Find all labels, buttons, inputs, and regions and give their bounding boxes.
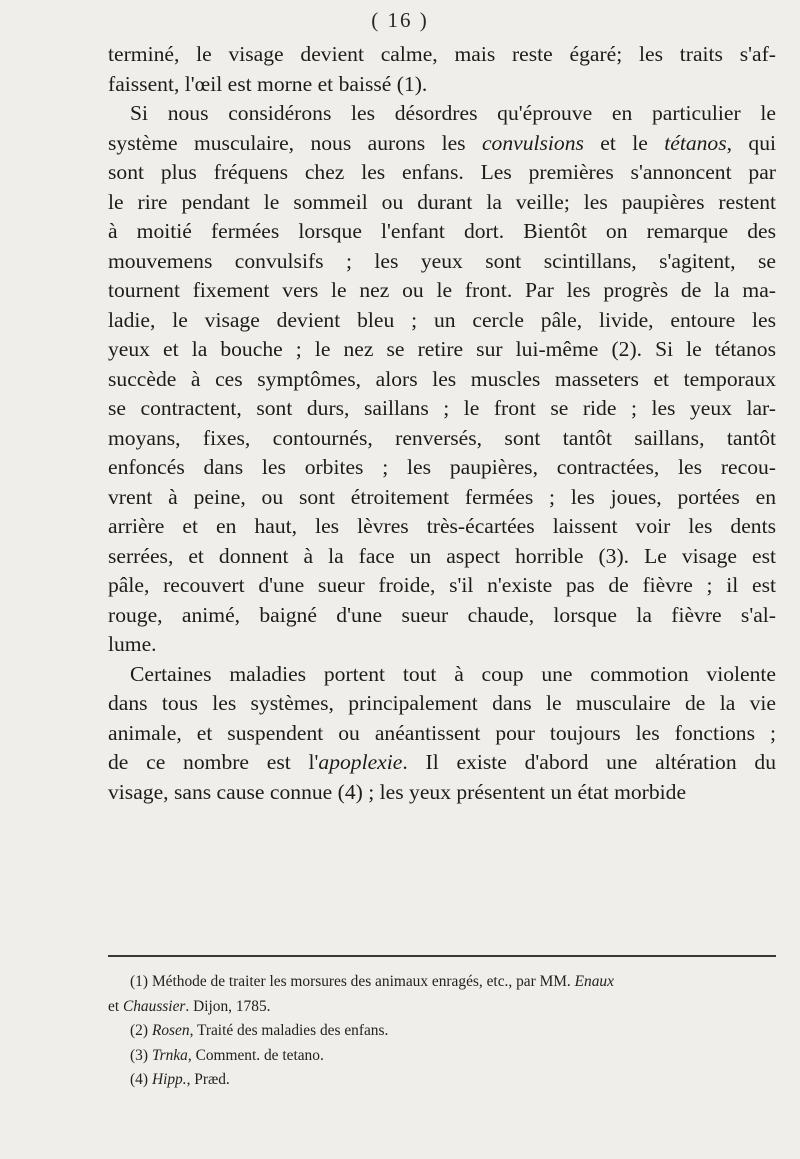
text-line: visage, sans cause connue (4) ; les yeux présentent un état morbide (108, 779, 687, 804)
footnotes (108, 970, 776, 1093)
footnote-number: (3) (130, 1046, 148, 1064)
page-number: ( 16 ) (371, 8, 429, 32)
text-line: faissent, l'œil est morne et baissé (1). (108, 71, 428, 96)
text-line: tournent fixement vers le nez ou le front. Par les progrès de la ma- (108, 278, 776, 302)
text-line: le rire pendant le sommeil ou durant la veille; les paupières restent (108, 189, 776, 214)
text-line: rouge, animé, baigné d'une sueur chaude, lorsque la fièvre s'al- (108, 602, 776, 627)
text-line: mouvemens convulsifs ; les yeux sont scintillans, s'agitent, se (108, 248, 776, 273)
text-line: arrière et en haut, les lèvres très-écartées laissent voir les dents (108, 514, 776, 538)
text-line: vrent à peine, ou sont étroitement fermées ; les joues, portées en (108, 484, 776, 509)
paragraph-p3 (108, 660, 776, 808)
text-line: Certaines maladies portent tout à coup une commotion violente (130, 661, 776, 686)
paragraph-p1 (108, 40, 776, 99)
text-line: à moitié fermées lorsque l'enfant dort. Bientôt on remarque des (108, 219, 776, 243)
footnote-line: et Chaussier. Dijon, 1785. (108, 997, 271, 1015)
text-line: serrées, et donnent à la face un aspect horrible (3). Le visage est (108, 543, 776, 568)
text-line: de ce nombre est l'apoplexie. Il existe d'abord une altération du (108, 750, 776, 774)
text-line: yeux et la bouche ; le nez se retire sur lui-même (2). Si le tétanos (108, 337, 776, 361)
footnote-number: (1) (130, 973, 148, 990)
paragraph-p2 (108, 99, 776, 660)
text-line: système musculaire, nous aurons les convulsions et le tétanos, qui (108, 130, 776, 155)
footnote (108, 1019, 776, 1044)
footnote-line: (3) Trnka, Comment. de tetano. (130, 1046, 324, 1064)
text-line: se contractent, sont durs, saillans ; le front se ride ; les yeux lar- (108, 396, 776, 420)
text-line: dans tous les systèmes, principalement dans le musculaire de la vie (108, 691, 776, 715)
text-line: Si nous considérons les désordres qu'éprouve en particulier le (130, 101, 776, 125)
footnote-line: (4) Hipp., Præd. (130, 1071, 230, 1088)
text-line: sont plus fréquens chez les enfans. Les premières s'annoncent par (108, 160, 776, 184)
text-line: succède à ces symptômes, alors les muscles masseters et temporaux (108, 366, 776, 391)
footnote-rule (108, 955, 776, 957)
text-line: moyans, fixes, contournés, renversés, sont tantôt saillans, tantôt (108, 425, 776, 450)
text-line: ladie, le visage devient bleu ; un cercle pâle, livide, entoure les (108, 307, 776, 332)
text-line: enfoncés dans les orbites ; les paupières, contractées, les recou- (108, 455, 776, 479)
body-text (108, 40, 776, 807)
footnote (108, 1044, 776, 1069)
footnote-number: (2) (130, 1022, 148, 1039)
text-line: animale, et suspendent ou anéantissent pour toujours les fonctions ; (108, 720, 776, 745)
footnote (108, 1068, 776, 1093)
footnote-line: (2) Rosen, Traité des maladies des enfans. (130, 1022, 389, 1039)
footnote-number: (4) (130, 1071, 148, 1088)
footnote (108, 970, 776, 1019)
footnote-line: (1) Méthode de traiter les morsures des animaux enragés, etc., par MM. Enaux (130, 973, 614, 990)
text-line: pâle, recouvert d'une sueur froide, s'il n'existe pas de fièvre ; il est (108, 573, 776, 597)
text-line: terminé, le visage devient calme, mais reste égaré; les traits s'af- (108, 42, 776, 66)
text-line: lume. (108, 632, 157, 656)
